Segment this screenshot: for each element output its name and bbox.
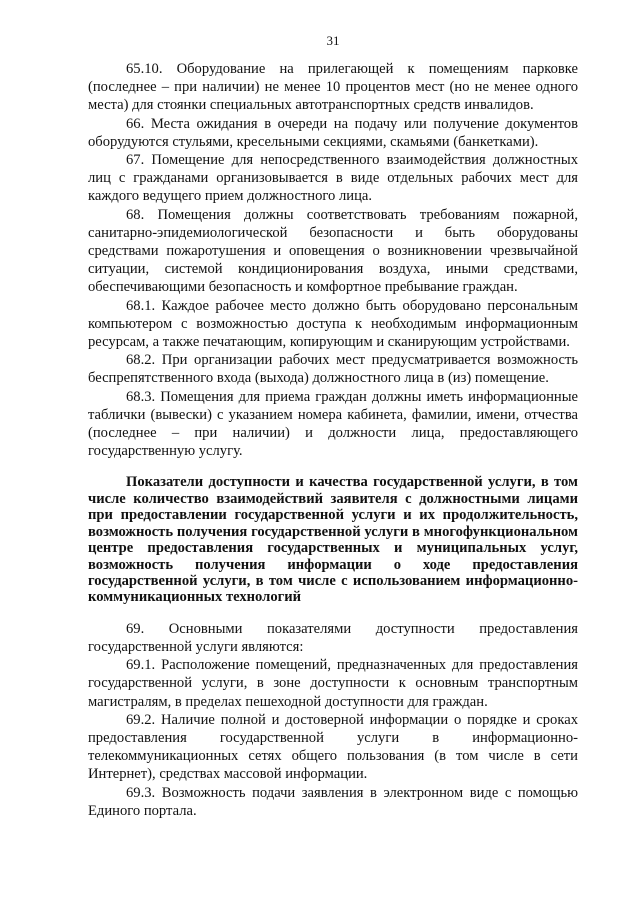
paragraph-69: 69. Основными показателями доступности предоставления государственной услуги являются: [88, 620, 578, 655]
paragraph-67: 67. Помещение для непосредственного взаимодействия должностных лиц с гражданами организовывается в виде отдельных рабочих мест для каждого ведущего прием должностного лица. [88, 152, 578, 205]
paragraph-68-3: 68.3. Помещения для приема граждан должны иметь информационные таблички (вывески) с указанием номера кабинета, фамилии, имени, отчества (последнее – при наличии) и должности лица, предоставляющего государственную услугу. [88, 388, 578, 460]
paragraph-69-2: 69.2. Наличие полной и достоверной информации о порядке и сроках предоставления государственной услуги в информационно-телекоммуникационных сетях общего пользования (в том числе в сети Интернет), средствах массовой информации. [88, 711, 578, 783]
section-heading: Показатели доступности и качества государственной услуги, в том числе количество взаимодействий заявителя с должностными лицами при предоставлении государственной услуги и их продолжительность, возможность получения государственной услуги в многофункциональном центре предоставления государственных и муниципальных услуг, возможность получения информации о ходе предоставления государственной услуги, в том числе с использованием информационно-коммуникационных технологий [88, 474, 578, 606]
paragraph-66: 66. Места ожидания в очереди на подачу или получение документов оборудуются стульями, кресельными секциями, скамьями (банкетками). [88, 115, 578, 150]
paragraph-69-3: 69.3. Возможность подачи заявления в электронном виде с помощью Единого портала. [88, 784, 578, 819]
paragraph-68-2: 68.2. При организации рабочих мест предусматривается возможность беспрепятственного входа (выхода) должностного лица в (из) помещение. [88, 352, 578, 387]
paragraph-68: 68. Помещения должны соответствовать требованиям пожарной, санитарно-эпидемиологической безопасности и быть оборудованы средствами пожаротушения и оповещения о возникновении чрезвычайной ситуации, системой кондиционирования воздуха, иными средствами, обеспечивающими безопасность и комфортное пребывание граждан. [88, 206, 578, 296]
paragraph-65-10: 65.10. Оборудование на прилегающей к помещениям парковке (последнее – при наличии) не менее 10 процентов мест (но не менее одного места) для стоянки специальных автотранспортных средств инвалидов. [88, 61, 578, 114]
paragraph-68-1: 68.1. Каждое рабочее место должно быть оборудовано персональным компьютером с возможностью доступа к необходимым информационным ресурсам, а также печатающим, копирующим и сканирующим устройствами. [88, 297, 578, 351]
paragraph-69-1: 69.1. Расположение помещений, предназначенных для предоставления государственной услуги, в зоне доступности к основным транспортным магистралям, в пределах пешеходной доступности для граждан. [88, 657, 578, 710]
page-number: 31 [326, 33, 340, 48]
